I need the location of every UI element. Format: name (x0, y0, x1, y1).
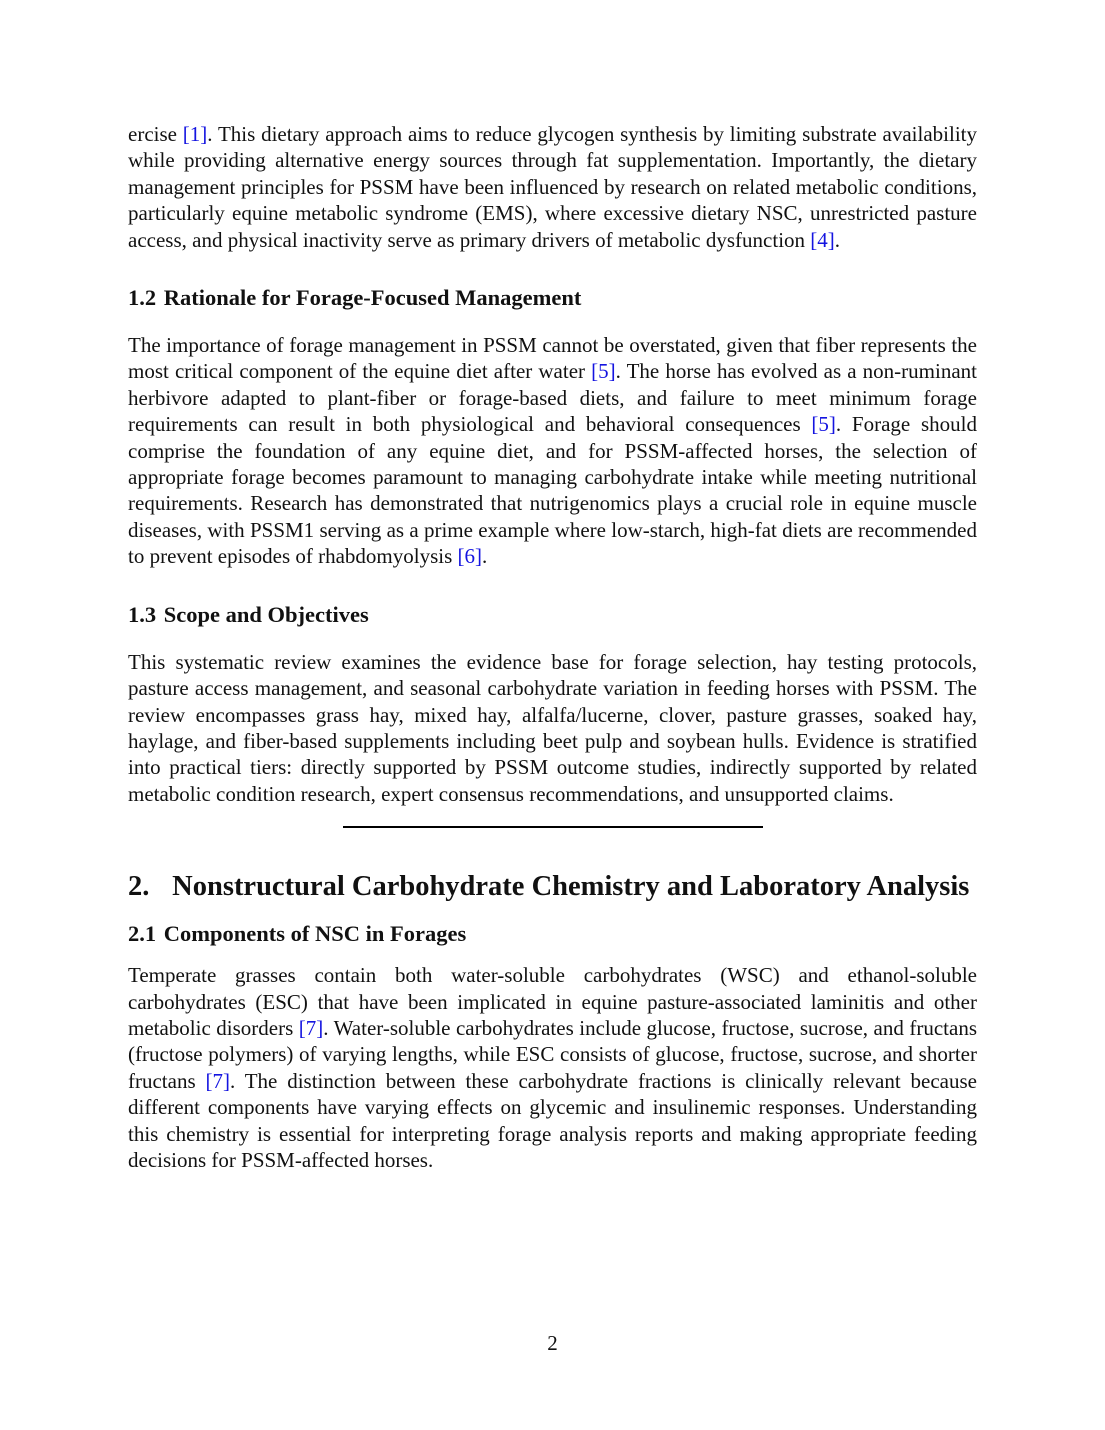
section-number: 2. (128, 871, 150, 903)
subsection-number: 1.2 (128, 285, 157, 311)
subsection-heading-1-2 (128, 284, 977, 312)
citation-link[interactable]: [5] (811, 412, 836, 437)
body-paragraph-scope-objectives: This systematic review examines the evidence base for forage selection, hay testing protocols, pasture access management, and seasonal carbohydrate variation in feeding horses with PSSM. The review encompasses grass hay, mixed hay, alfalfa/lucerne, clover, pasture grasses, soaked hay, haylage, and fiber-based supplements including beet pulp and soybean hulls. Evidence is stratified into practical tiers: directly supported by PSSM outcome studies, indirectly supported by related metabolic condition research, expert consensus recommendations, and unsupported claims. (128, 649, 977, 806)
separator-rule (343, 826, 763, 828)
subsection-title: Rationale for Forage-Focused Management (163, 285, 582, 311)
subsection-title: Scope and Objectives (163, 601, 369, 627)
subsection-heading-1-3 (128, 601, 977, 629)
continued-paragraph: ercise [1]. This dietary approach aims to reduce glycogen synthesis by limiting substrate availability while providing alternative energy sources through fat supplementation. Importantly, the dietary management principles for PSSM have been influenced by research on related metabolic conditions, particularly equine metabolic syndrome (EMS), where excessive dietary NSC, unrestricted pasture access, and physical inactivity serve as primary drivers of metabolic dysfunction [4]. (128, 122, 977, 252)
subsection-number: 1.3 (128, 601, 157, 627)
section-title: Nonstructural Carbohydrate Chemistry and Laboratory Analysis (172, 871, 970, 903)
citation-link[interactable]: [7] (298, 1015, 324, 1040)
page-number: 2 (547, 1331, 558, 1355)
subsection-number: 2.1 (128, 921, 157, 947)
subsection-heading-2-1 (128, 920, 977, 948)
section-heading-2 (128, 870, 977, 904)
citation-link[interactable]: [4] (810, 227, 835, 252)
citation-link[interactable]: [7] (205, 1068, 230, 1093)
citation-link[interactable]: [5] (591, 359, 616, 384)
body-paragraph-nsc-components: Temperate grasses contain both water-soluble carbohydrates (WSC) and ethanol-soluble carbohydrates (ESC) that have been implicated in equine pasture-associated laminitis and other metabolic disorders [7]. Water-soluble carbohydrates include glucose, fructose, sucrose, and fructans (fructose polymers) of varying lengths, while ESC consists of glucose, fructose, sucrose, and shorter fructans [7]. The distinction between these carbohydrate fractions is clinically relevant because different components have varying effects on glycemic and insulinemic responses. Understanding this chemistry is essential for interpreting forage analysis reports and making appropriate feeding decisions for PSSM-affected horses. (128, 963, 977, 1172)
subsection-title: Components of NSC in Forages (163, 921, 467, 947)
citation-link[interactable]: [6] (457, 544, 483, 569)
citation-link[interactable]: [1] (182, 122, 208, 146)
text-block (128, 121, 977, 1173)
body-paragraph-forage-rationale: The importance of forage management in PSSM cannot be overstated, given that fiber represents the most critical component of the equine diet after water [5]. The horse has evolved as a non-ruminant herbivore adapted to plant-fiber or forage-based diets, and failure to meet minimum forage requirements can result in both physiological and behavioral consequences [5]. Forage should comprise the foundation of any equine diet, and for PSSM-affected horses, the selection of appropriate forage becomes paramount to managing carbohydrate intake while meeting nutritional requirements. Research has demonstrated that nutrigenomics plays a crucial role in equine muscle diseases, with PSSM1 serving as a prime example where low-starch, high-fat diets are recommended to prevent episodes of rhabdomyolysis [6]. (128, 333, 977, 569)
section-separator (128, 826, 977, 828)
